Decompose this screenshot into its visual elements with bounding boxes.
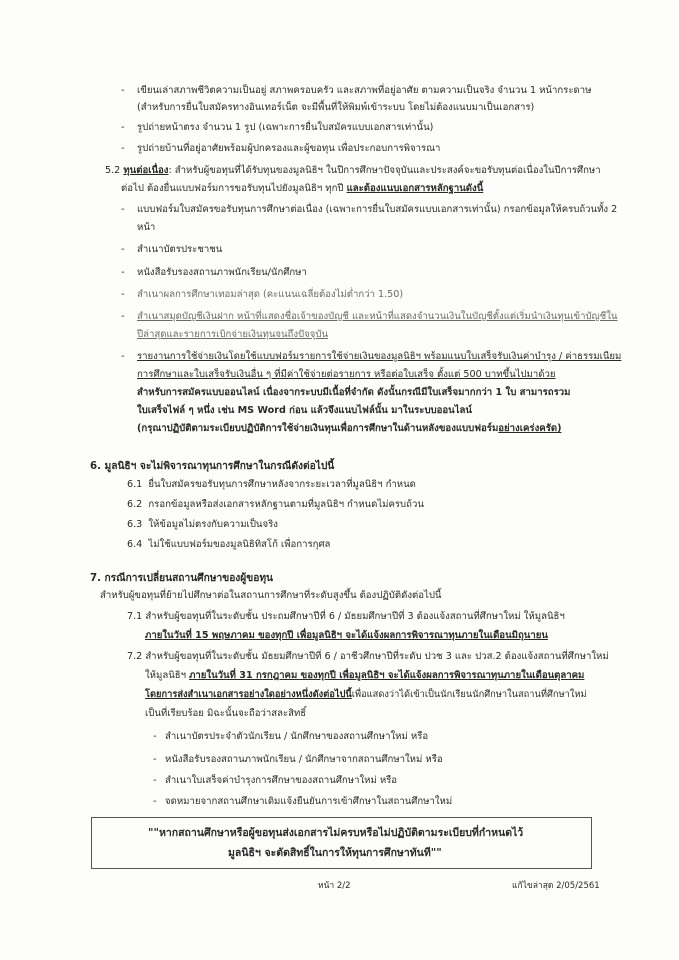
bullet-dash: - [153,754,157,765]
section-5-2-number: 5.2 [105,165,121,176]
section-5-2-text2: ต่อไป ต้องยื่นแบบฟอร์มการขอรับทุนไปยังมูลนิธิฯ ทุกปี [121,183,344,194]
item-text: ให้มูลนิธิฯ [145,670,187,681]
item-text: ยื่นใบสมัครขอรับทุนการศึกษาหลังจากระยะเวลาที่มูลนิธิฯ กำหนด [148,479,416,490]
item-bankbook-cont: ปีล่าสุดและรายการเบิกจ่ายเงินทุนจนถึงปัจจุบัน [137,329,329,340]
section-5-2-required-docs: และต้องแนบเอกสารหลักฐานดังนี้ [346,183,484,194]
item-text: เพื่อแสดงว่าได้เข้าเป็นนักเรียนนักศึกษาในสถานที่ศึกษาใหม่ [351,689,587,700]
warning-note-line2: มูลนิธิฯ จะตัดสิทธิ์ในการให้ทุนการศึกษาทันที"" [228,847,442,859]
bullet-dash: - [121,204,125,215]
page-number: หน้า 2/2 [318,881,351,891]
section-5-2-text: : สำหรับผู้ขอทุนที่ได้รับทุนของมูลนิธิฯ ในปีการศึกษาปัจจุบันและประสงค์จะขอรับทุนต่อเนื่องในปีการศึกษา [168,165,601,176]
p7-2-deadline: ภายในวันที่ 31 กรกฎาคม ของทุกปี เพื่อมูลนิธิฯ จะได้แจ้งผลการพิจารณาทุนภายในเดือนตุลาคม [189,670,585,681]
section-7-intro: สำหรับผู้ขอทุนที่ย้ายไปศึกษาต่อในสถานการศึกษาที่ระดับสูงขึ้น ต้องปฏิบัติดังต่อไปนี้ [100,590,442,601]
item-number: 7.2 [127,651,143,662]
bullet-dash: - [121,351,125,362]
item-text: สำหรับผู้ขอทุนที่ในระดับชั้น ประถมศึกษาปีที่ 6 / มัธยมศึกษาปีที่ 3 ต้องแจ้งสถานที่ศึกษาใหม่ ให้มูลนิธิฯ [145,611,565,622]
item-number: 6.1 [127,479,143,490]
item-life-story-note: (สำหรับการยื่นใบสมัครทางอินเทอร์เน็ต จะมีพื้นที่ให้พิมพ์เข้าระบบ โดยไม่ต้องแนบมาเป็นเอกสาร) [137,102,535,113]
item-house-photo: รูปถ่ายบ้านที่อยู่อาศัยพร้อมผู้ปกครองและผู้ขอทุน เพื่อประกอบการพิจารณา [137,143,441,154]
p7-2-line3 [145,688,587,701]
list-item: หนังสือรับรองสถานภาพนักเรียน / นักศึกษาจากสถานศึกษาใหม่ หรือ [165,754,443,765]
item-text: สำหรับผู้ขอทุนที่ในระดับชั้น มัธยมศึกษาปีที่ 6 / อาชีวศึกษาปีที่ระดับ ปวช 3 และ ปวส.2 ต้องแจ้งสถานที่ศึกษาใหม่ [145,651,609,662]
bullet-dash: - [153,796,157,807]
p7-1-line1 [127,610,565,623]
list-item: จดหมายจากสถานศึกษาเดิมแจ้งยืนยันการเข้าศึกษาในสถานศึกษาใหม่ [165,796,453,807]
online-note-line1: สำหรับการสมัครแบบออนไลน์ เนื่องจากระบบมีเนื้อที่จำกัด ดังนั้นกรณีมีใบเสร็จมากกว่า 1 ใบ สามารถรวม [137,387,571,398]
item-number: 6.2 [127,499,143,510]
section-5-2-line2 [121,182,483,195]
p7-1-deadline: ภายในวันที่ 15 พฤษภาคม ของทุกปี เพื่อมูลนิธิฯ จะได้แจ้งผลการพิจารณาทุนภายในเดือนมิถุนายน [145,630,548,641]
online-note-line2: ใบเสร็จไฟล์ ๆ หนึ่ง เช่น MS Word ก่อน แล้วจึงแนบไฟล์นั้น มาในระบบออนไลน์ [137,405,472,416]
item-expense-report-cont: การศึกษาและใบเสร็จรับเงินอื่น ๆ ที่มีค่าใช้จ่ายต่อรายการ หรือต่อใบเสร็จ ตั้งแต่ 500 บาทขึ้นไปมาด้วย [137,369,556,380]
warning-note-line1: ""หากสถานศึกษาหรือผู้ขอทุนส่งเอกสารไม่ครบหรือไม่ปฏิบัติตามระเบียบที่กำหนดไว้ [148,827,524,839]
item-student-cert: หนังสือรับรองสถานภาพนักเรียน/นักศึกษา [137,267,307,278]
list-item: สำเนาบัตรประจำตัวนักเรียน / นักศึกษาของสถานศึกษาใหม่ หรือ [165,731,429,742]
section-5-2-title: ทุนต่อเนื่อง [123,165,169,176]
warning-note-box [91,817,592,869]
bullet-dash: - [121,267,125,278]
item-text: กรอกข้อมูลหรือส่งเอกสารหลักฐานตามที่มูลนิธิฯ กำหนดไม่ครบถ้วน [148,499,424,510]
list-item: สำเนาใบเสร็จค่าบำรุงการศึกษาของสถานศึกษาใหม่ หรือ [165,775,398,786]
item-renewal-form: แบบฟอร์มใบสมัครขอรับทุนการศึกษาต่อเนื่อง (เฉพาะการยื่นใบสมัครแบบเอกสารเท่านั้น) กรอกข้อมูลให้ครบถ้วนทั้ง 2 [137,204,618,215]
bullet-dash: - [121,244,125,255]
bullet-dash: - [121,311,125,322]
item-number: 6.3 [127,519,143,530]
section-6-item [127,538,330,551]
item-photo: รูปถ่ายหน้าตรง จำนวน 1 รูป (เฉพาะการยื่นใบสมัครแบบเอกสารเท่านั้น) [137,122,434,133]
bullet-dash: - [121,85,125,96]
item-number: 6.4 [127,539,143,550]
bullet-dash: - [121,122,125,133]
item-renewal-form-cont: หน้า [137,222,156,233]
bullet-dash: - [121,289,125,300]
item-id-copy: สำเนาบัตรประชาชน [137,244,223,255]
section-5-2-line1 [105,164,601,177]
section-6-item [127,478,416,491]
section-6-item [127,498,424,511]
section-6-title: 6. มูลนิธิฯ จะไม่พิจารณาทุนการศึกษาในกรณีดังต่อไปนี้ [90,461,335,472]
bullet-dash: - [153,731,157,742]
p7-2-doc-requirement: โดยการส่งสำเนาเอกสารอย่างใดอย่างหนึ่งดังต่อไปนี้ [145,689,352,700]
strict-note-text: (กรุณาปฏิบัติตามระเบียบปฏิบัติการใช้จ่ายเงินทุนเพื่อการศึกษาในด้านหลังของแบบฟอร์ม [137,423,499,434]
p7-2-line2 [145,669,584,682]
last-updated: แก้ไขล่าสุด 2/05/2561 [512,881,600,891]
item-number: 7.1 [127,611,143,622]
bullet-dash: - [153,775,157,786]
p7-2-line1 [127,650,609,663]
strict-note [137,422,561,435]
p7-2-line4: เป็นที่เรียบร้อย มิฉะนั้นจะถือว่าสละสิทธิ์ [145,708,307,719]
strict-note-emph: อย่างเคร่งครัด) [498,423,562,434]
item-expense-report: รายงานการใช้จ่ายเงินโดยใช้แบบฟอร์มรายการใช้จ่ายเงินของมูลนิธิฯ พร้อมแนบใบเสร็จรับเงินค่าบำรุง / ค่าธรรมเนียม [137,351,622,362]
bullet-dash: - [121,143,125,154]
item-life-story: เขียนเล่าสภาพชีวิตความเป็นอยู่ สภาพครอบครัว และสภาพที่อยู่อาศัย ตามความเป็นจริง จำนวน 1 หน้ากระดาษ [137,85,592,96]
item-text: ไม่ใช้แบบฟอร์มของมูลนิธิทิสโก้ เพื่อการกุศล [148,539,331,550]
section-6-item [127,518,278,531]
item-text: ให้ข้อมูลไม่ตรงกับความเป็นจริง [148,519,278,530]
section-7-title: 7. กรณีการเปลี่ยนสถานศึกษาของผู้ขอทุน [90,573,274,584]
item-bankbook: สำเนาสมุดบัญชีเงินฝาก หน้าที่แสดงชื่อเจ้าของบัญชี และหน้าที่แสดงจำนวนเงินในบัญชีตั้งแต่เริ่มนำเงินทุนเข้าบัญชีใน [137,311,618,322]
item-transcript: สำเนาผลการศึกษาเทอมล่าสุด (คะแนนเฉลี่ยต้องไม่ต่ำกว่า 1.50) [137,289,404,300]
